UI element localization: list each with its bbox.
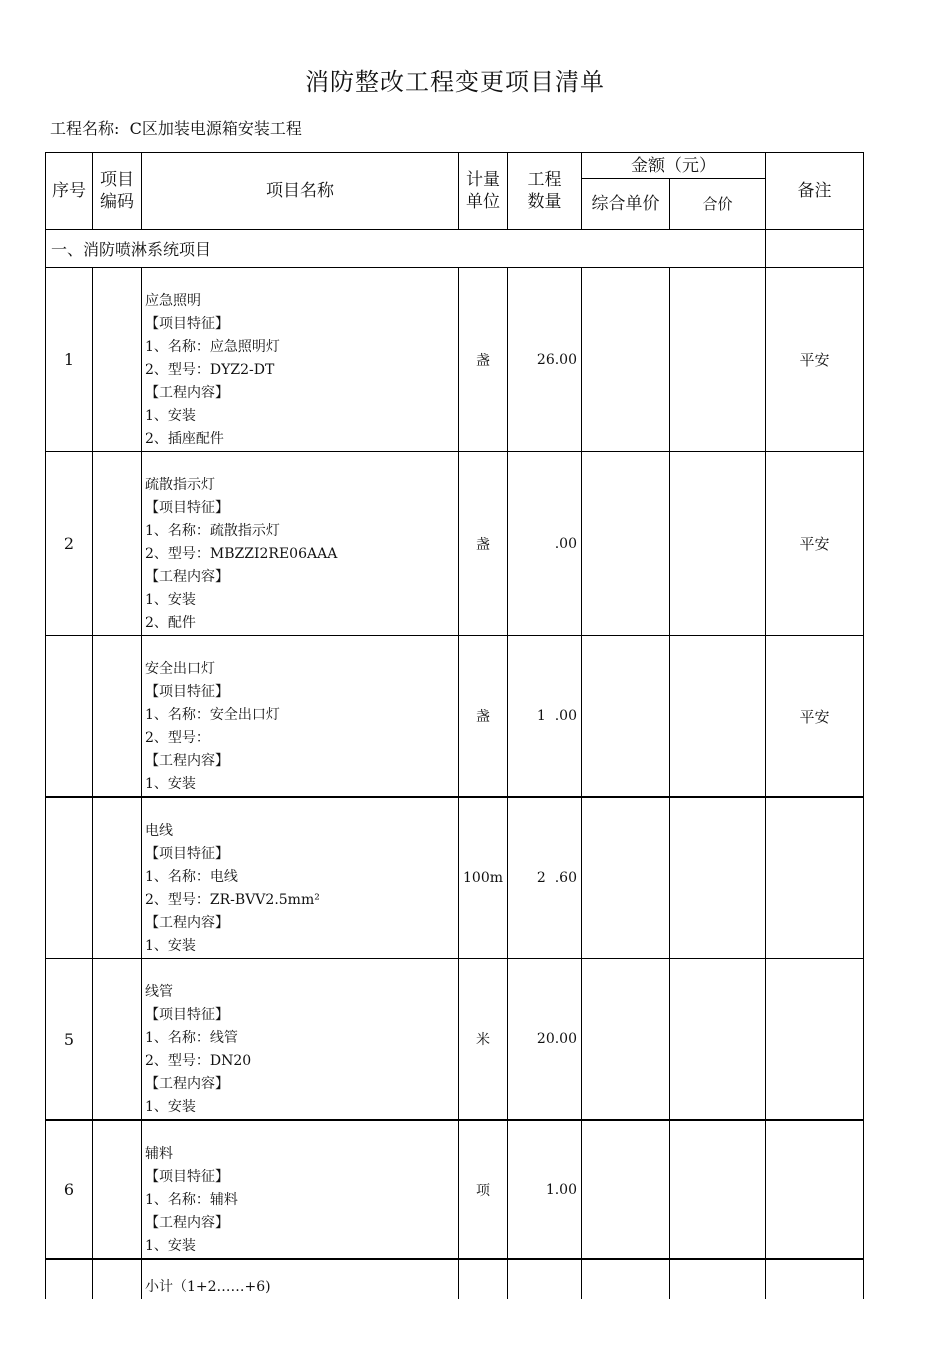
item-quantity: 20.00 — [508, 959, 582, 1121]
item-unit-price — [582, 452, 670, 636]
item-total — [670, 268, 766, 452]
item-description-line: 疏散指示灯 — [145, 477, 215, 493]
item-code — [93, 452, 142, 636]
item-description-line: 【工程内容】 — [145, 1076, 229, 1092]
item-description-line: 2、配件 — [145, 615, 196, 631]
item-code — [93, 1120, 142, 1259]
item-description-line: 【工程内容】 — [145, 915, 229, 931]
item-description-line: 【项目特征】 — [145, 846, 229, 862]
item-total — [670, 959, 766, 1121]
item-description-line: 【工程内容】 — [145, 753, 229, 769]
document-title: 消防整改工程变更项目清单 — [305, 68, 605, 96]
header-qty-text: 工程数量 — [527, 170, 562, 212]
item-code — [93, 797, 142, 959]
item-unit: 项 — [459, 1120, 508, 1259]
item-note: 平安 — [766, 452, 864, 636]
item-total — [670, 636, 766, 798]
item-description — [142, 268, 459, 452]
item-description — [142, 1120, 459, 1259]
item-note: 平安 — [766, 268, 864, 452]
item-total — [670, 1120, 766, 1259]
item-seq — [46, 636, 93, 798]
project-value: C区加装电源箱安装工程 — [129, 119, 302, 138]
item-description-line: 辅料 — [145, 1146, 173, 1162]
item-description-line: 1、安装 — [145, 408, 196, 424]
section-note-cell — [766, 230, 864, 268]
item-description-line: 1、安装 — [145, 1238, 196, 1254]
item-seq: 2 — [46, 452, 93, 636]
header-unit-price: 综合单价 — [582, 179, 670, 230]
item-seq: 1 — [46, 268, 93, 452]
header-code-text: 项目编码 — [100, 170, 134, 212]
item-description — [142, 452, 459, 636]
item-unit: 100m — [459, 797, 508, 959]
item-row — [46, 636, 864, 798]
item-description-line: 2、插座配件 — [145, 431, 224, 447]
item-description-line: 1、安装 — [145, 592, 196, 608]
item-seq: 5 — [46, 959, 93, 1121]
item-description-line: 【项目特征】 — [145, 500, 229, 516]
item-description-line: 1、安装 — [145, 938, 196, 954]
item-note: 平安 — [766, 636, 864, 798]
item-description-line: 1、名称：疏散指示灯 — [145, 523, 280, 539]
header-seq: 序号 — [46, 153, 93, 230]
item-description-line: 电线 — [145, 823, 173, 839]
item-unit-price — [582, 268, 670, 452]
header-note: 备注 — [766, 153, 864, 230]
subtotal-code-cell — [93, 1259, 142, 1299]
item-unit-price — [582, 797, 670, 959]
item-description-line: 2、型号：ZR-BVV2.5mm² — [145, 892, 320, 908]
header-amount: 金额（元） — [582, 153, 766, 179]
bill-of-quantities-table — [45, 152, 864, 1299]
item-seq: 6 — [46, 1120, 93, 1259]
subtotal-label: 小计（1+2……+6) — [142, 1259, 459, 1299]
item-description-line: 2、型号：DYZ2-DT — [145, 362, 275, 378]
header-unit-text: 计量单位 — [466, 170, 500, 212]
item-row — [46, 959, 864, 1121]
item-row — [46, 1120, 864, 1259]
item-total — [670, 797, 766, 959]
item-seq — [46, 797, 93, 959]
subtotal-price-cell — [582, 1259, 670, 1299]
item-row — [46, 452, 864, 636]
item-note — [766, 959, 864, 1121]
project-name-line — [50, 116, 302, 139]
item-unit-price — [582, 1120, 670, 1259]
item-description-line: 1、名称：安全出口灯 — [145, 707, 280, 723]
item-description-line: 1、安装 — [145, 1099, 196, 1115]
item-quantity: 26.00 — [508, 268, 582, 452]
project-label: 工程名称: — [50, 119, 120, 138]
item-unit: 盏 — [459, 268, 508, 452]
item-description-line: 【项目特征】 — [145, 316, 229, 332]
item-description-line: 应急照明 — [145, 293, 201, 309]
item-quantity: 1 .00 — [508, 636, 582, 798]
item-unit: 盏 — [459, 452, 508, 636]
item-code — [93, 636, 142, 798]
section-heading: 一、消防喷淋系统项目 — [46, 230, 766, 268]
item-description-line: 【工程内容】 — [145, 569, 229, 585]
item-description-line: 【工程内容】 — [145, 1215, 229, 1231]
item-description — [142, 797, 459, 959]
header-qty — [508, 153, 582, 230]
item-total — [670, 452, 766, 636]
item-rows — [46, 268, 864, 1260]
item-unit-price — [582, 636, 670, 798]
item-description-line: 2、型号： — [145, 730, 210, 746]
item-row — [46, 797, 864, 959]
item-note — [766, 797, 864, 959]
subtotal-unit-cell — [459, 1259, 508, 1299]
item-description-line: 【项目特征】 — [145, 1007, 229, 1023]
item-note — [766, 1120, 864, 1259]
item-quantity: 2 .60 — [508, 797, 582, 959]
item-description-line: 2、型号：MBZZI2RE06AAA — [145, 546, 338, 562]
header-unit — [459, 153, 508, 230]
subtotal-total-cell — [670, 1259, 766, 1299]
header-total: 合价 — [670, 179, 766, 230]
subtotal-seq-cell — [46, 1259, 93, 1299]
header-name: 项目名称 — [142, 153, 459, 230]
item-unit-price — [582, 959, 670, 1121]
item-description-line: 1、名称：线管 — [145, 1030, 238, 1046]
item-description — [142, 636, 459, 798]
item-unit: 盏 — [459, 636, 508, 798]
item-code — [93, 268, 142, 452]
item-unit: 米 — [459, 959, 508, 1121]
subtotal-note-cell — [766, 1259, 864, 1299]
item-quantity: .00 — [508, 452, 582, 636]
header-code — [93, 153, 142, 230]
item-description-line: 1、名称：电线 — [145, 869, 238, 885]
item-description-line: 【工程内容】 — [145, 385, 229, 401]
item-description-line: 【项目特征】 — [145, 684, 229, 700]
item-description-line: 1、名称：应急照明灯 — [145, 339, 280, 355]
item-description — [142, 959, 459, 1121]
item-description-line: 1、安装 — [145, 776, 196, 792]
item-row — [46, 268, 864, 452]
item-description-line: 1、名称：辅料 — [145, 1192, 238, 1208]
subtotal-qty-cell — [508, 1259, 582, 1299]
item-description-line: 安全出口灯 — [145, 661, 215, 677]
item-code — [93, 959, 142, 1121]
item-description-line: 2、型号：DN20 — [145, 1053, 252, 1069]
item-quantity: 1.00 — [508, 1120, 582, 1259]
item-description-line: 线管 — [145, 984, 173, 1000]
item-description-line: 【项目特征】 — [145, 1169, 229, 1185]
